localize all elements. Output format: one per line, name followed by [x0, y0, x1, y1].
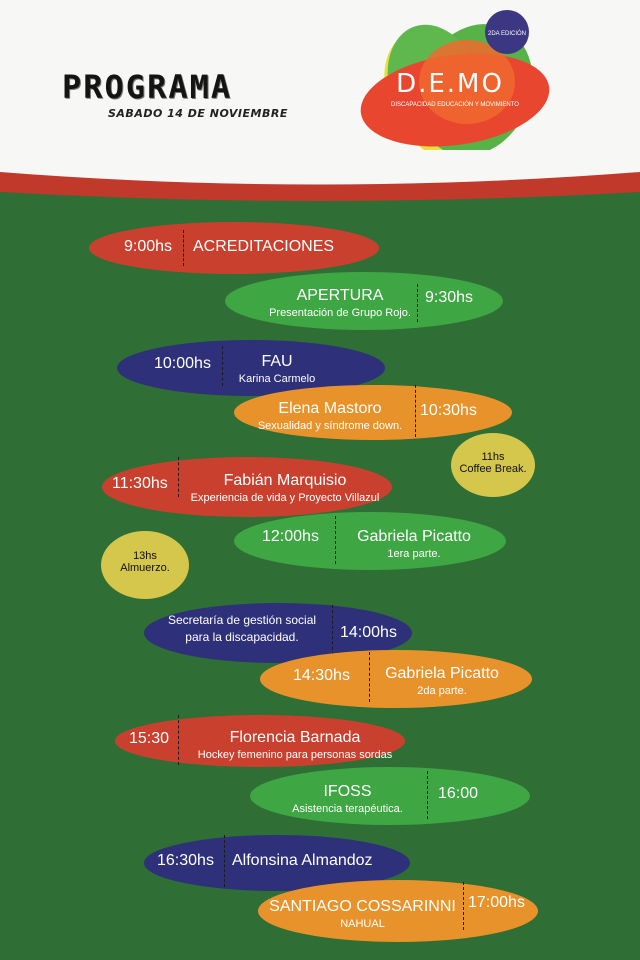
item-subtitle: para la discapacidad. [185, 630, 299, 644]
item-divider [332, 605, 333, 655]
item-divider [183, 230, 184, 266]
item-time: 10:00hs [154, 355, 211, 372]
schedule-item [260, 650, 532, 708]
break-label: Almuerzo. [120, 562, 170, 574]
logo-edition: 2DA EDICIÓN [487, 31, 527, 37]
item-title: Fabián Marquisio [223, 472, 347, 489]
break-label: Coffee Break. [459, 463, 527, 475]
header [0, 0, 640, 175]
item-subtitle: Sexualidad y síndrome down. [257, 420, 403, 432]
break-time: 13hs [133, 550, 157, 562]
item-title: IFOSS [323, 783, 372, 800]
item-subtitle: Experiencia de vida y Proyecto Villazul [190, 492, 380, 504]
item-title: FAU [261, 353, 293, 370]
item-divider [335, 516, 336, 564]
item-subtitle: Karina Carmelo [238, 373, 316, 385]
item-time: 14:30hs [293, 667, 350, 684]
item-subtitle: 2da parte. [417, 685, 467, 697]
schedule-item [250, 767, 530, 825]
item-divider [417, 284, 418, 322]
item-divider [224, 835, 225, 887]
item-divider [415, 385, 416, 437]
item-title: Elena Mastoro [278, 400, 382, 417]
item-divider [178, 457, 179, 497]
event-date: SABADO 14 DE NOVIEMBRE [108, 107, 288, 120]
schedule-item [234, 385, 512, 440]
logo-name: D.E.MO [396, 69, 504, 99]
item-divider [463, 882, 464, 930]
item-title: ACREDITACIONES [193, 238, 335, 255]
item-title: Gabriela Picatto [385, 665, 499, 682]
page-title: PROGRAMA [62, 68, 233, 106]
item-subtitle: Asistencia terapéutica. [292, 803, 403, 815]
item-time: 17:00hs [468, 894, 525, 911]
item-title: Florencia Barnada [229, 729, 361, 746]
item-time: 12:00hs [262, 528, 319, 545]
schedule-item [258, 880, 538, 942]
item-subtitle: 1era parte. [387, 548, 441, 560]
schedule-item [102, 457, 392, 517]
item-time: 15:30 [129, 730, 170, 747]
schedule-item [234, 512, 506, 570]
item-time: 9:30hs [425, 289, 474, 306]
item-title: SANTIAGO COSSARINNI [269, 898, 456, 915]
item-time: 16:30hs [157, 852, 214, 869]
item-time: 9:00hs [124, 238, 173, 255]
item-time: 14:00hs [340, 624, 397, 641]
item-time: 11:30hs [112, 475, 168, 492]
logo-tagline: DISCAPACIDAD EDUCACIÓN Y MOVIMIENTO [391, 102, 519, 108]
item-title: Alfonsina Almandoz [232, 852, 373, 869]
item-divider [222, 346, 223, 386]
item-title: Gabriela Picatto [357, 528, 471, 545]
item-divider [369, 652, 370, 702]
break-lunch [101, 531, 189, 599]
schedule-item [89, 222, 379, 274]
schedule-item [115, 715, 405, 767]
item-subtitle: Hockey femenino para personas sordas [197, 749, 393, 761]
break-time: 11hs [481, 451, 505, 463]
item-divider [427, 771, 428, 819]
item-title: APERTURA [296, 287, 384, 304]
item-time: 10:30hs [420, 402, 477, 419]
item-title: Secretaría de gestión social [167, 613, 317, 627]
break-coffee [451, 433, 535, 497]
item-time: 16:00 [438, 785, 479, 802]
schedule-item [225, 272, 503, 330]
item-subtitle: Presentación de Grupo Rojo. [269, 307, 411, 319]
header-stripe [0, 150, 640, 220]
item-subtitle: NAHUAL [340, 918, 385, 930]
